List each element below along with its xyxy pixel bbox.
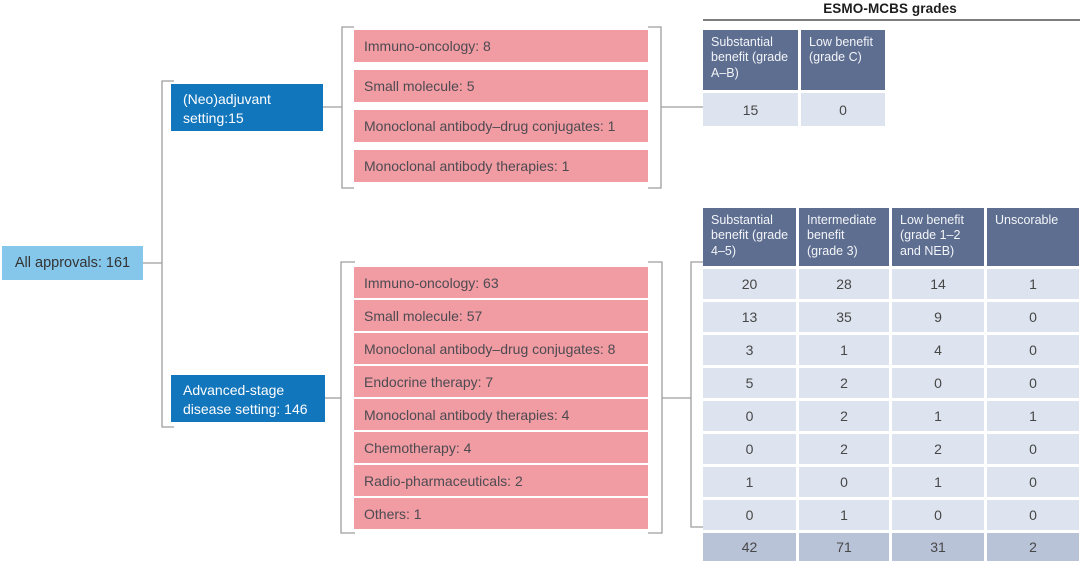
table-value-cell: 0 xyxy=(987,302,1079,332)
table-value-cell: 0 xyxy=(987,500,1079,530)
therapy-box: Immuno-oncology: 8 xyxy=(354,30,648,62)
table-header-cell: Low benefit (grade 1–2 and NEB) xyxy=(892,208,984,266)
therapy-box: Small molecule: 5 xyxy=(354,70,648,102)
therapy-box: Immuno-oncology: 63 xyxy=(354,267,648,298)
table-header-cell: Substantial benefit (grade 4–5) xyxy=(703,208,796,266)
table-total-cell: 71 xyxy=(799,533,889,561)
therapy-box: Radio-pharmaceuticals: 2 xyxy=(354,465,648,496)
advanced-therapy-list xyxy=(354,267,648,529)
table-value-cell: 0 xyxy=(703,401,796,431)
table-header-cell: Low benefit (grade C) xyxy=(801,30,885,90)
table-header-cell: Intermediate benefit (grade 3) xyxy=(799,208,889,266)
therapy-box: Monoclonal antibody–drug conjugates: 1 xyxy=(354,110,648,142)
therapy-box: Others: 1 xyxy=(354,498,648,529)
table-header-cell: Unscorable xyxy=(987,208,1079,266)
table-value-cell: 0 xyxy=(703,500,796,530)
bracket-table xyxy=(691,262,703,527)
table-value-cell: 0 xyxy=(801,93,885,126)
therapy-box: Monoclonal antibody therapies: 1 xyxy=(354,150,648,182)
therapy-box: Monoclonal antibody therapies: 4 xyxy=(354,399,648,430)
grades-header-rule xyxy=(703,19,1080,21)
table-value-cell: 35 xyxy=(799,302,889,332)
advanced-grades-table xyxy=(703,208,1079,561)
table-value-cell: 0 xyxy=(892,500,984,530)
table-value-cell: 5 xyxy=(703,368,796,398)
table-value-cell: 0 xyxy=(987,434,1079,464)
neoadjuvant-setting-box: (Neo)adjuvant setting:15 xyxy=(171,84,323,131)
table-value-cell: 1 xyxy=(892,401,984,431)
bracket-bottom-right xyxy=(648,262,662,533)
bracket-top-right xyxy=(648,27,661,188)
table-value-cell: 0 xyxy=(987,335,1079,365)
table-value-cell: 1 xyxy=(703,467,796,497)
table-value-cell: 2 xyxy=(892,434,984,464)
table-value-cell: 13 xyxy=(703,302,796,332)
therapy-box: Chemotherapy: 4 xyxy=(354,432,648,463)
table-value-cell: 28 xyxy=(799,269,889,299)
grades-header-title: ESMO-MCBS grades xyxy=(823,1,957,16)
therapy-box: Endocrine therapy: 7 xyxy=(354,366,648,397)
therapy-box: Monoclonal antibody–drug conjugates: 8 xyxy=(354,333,648,364)
table-value-cell: 4 xyxy=(892,335,984,365)
table-value-cell: 15 xyxy=(703,93,798,126)
table-value-cell: 14 xyxy=(892,269,984,299)
therapy-box: Small molecule: 57 xyxy=(354,300,648,331)
table-value-cell: 1 xyxy=(799,500,889,530)
table-value-cell: 0 xyxy=(892,368,984,398)
table-total-cell: 2 xyxy=(987,533,1079,561)
table-value-cell: 2 xyxy=(799,401,889,431)
table-value-cell: 2 xyxy=(799,368,889,398)
table-value-cell: 2 xyxy=(799,434,889,464)
table-value-cell: 0 xyxy=(703,434,796,464)
table-value-cell: 1 xyxy=(987,269,1079,299)
table-value-cell: 20 xyxy=(703,269,796,299)
table-value-cell: 1 xyxy=(799,335,889,365)
table-value-cell: 0 xyxy=(987,368,1079,398)
neoadjuvant-grades-table xyxy=(703,30,885,126)
table-value-cell: 0 xyxy=(799,467,889,497)
advanced-setting-box: Advanced-stage disease setting: 146 xyxy=(171,375,325,422)
all-approvals-box: All approvals: 161 xyxy=(2,246,143,280)
table-value-cell: 1 xyxy=(892,467,984,497)
table-value-cell: 9 xyxy=(892,302,984,332)
table-header-cell: Substantial benefit (grade A–B) xyxy=(703,30,798,90)
bracket-bottom-left xyxy=(341,262,355,533)
table-value-cell: 1 xyxy=(987,401,1079,431)
table-value-cell: 0 xyxy=(987,467,1079,497)
table-value-cell: 3 xyxy=(703,335,796,365)
table-total-cell: 31 xyxy=(892,533,984,561)
table-total-cell: 42 xyxy=(703,533,796,561)
neoadjuvant-therapy-list xyxy=(354,30,648,182)
bracket-top-left xyxy=(342,27,354,188)
